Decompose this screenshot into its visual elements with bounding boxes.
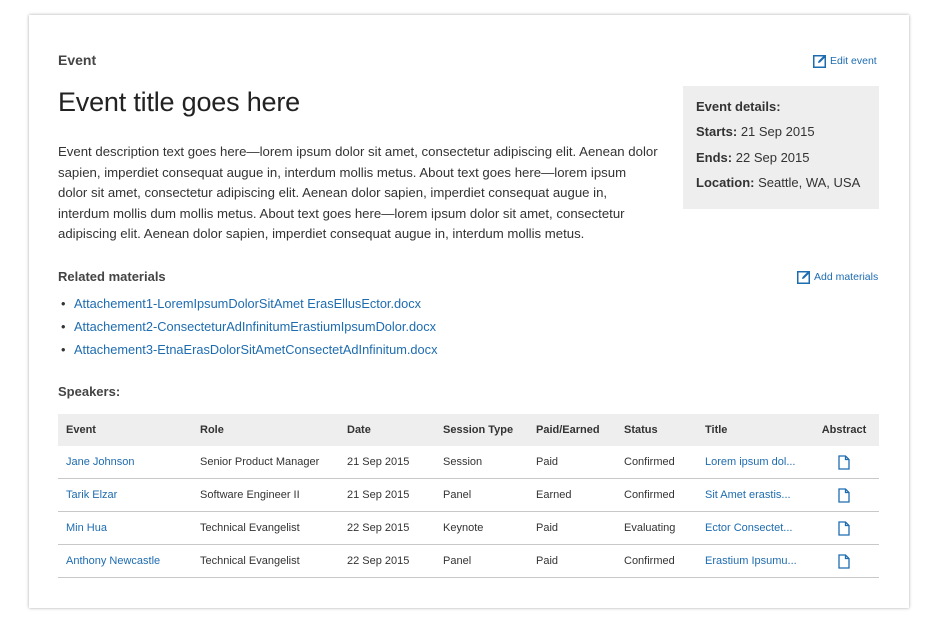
speakers-table <box>58 414 879 578</box>
speaker-session-type: Session <box>435 446 528 479</box>
speaker-title-link[interactable]: Sit Amet erastis... <box>697 479 809 512</box>
starts-label: Starts: <box>696 124 738 139</box>
abstract-cell <box>809 512 879 545</box>
speaker-role: Technical Evangelist <box>192 512 339 545</box>
document-icon[interactable] <box>838 488 850 503</box>
event-details-panel <box>683 86 879 209</box>
attachment-link-2[interactable]: Attachement2-ConsecteturAdInfinitumErastiumIpsumDolor.docx <box>74 319 437 334</box>
abstract-cell <box>809 479 879 512</box>
edit-event-button[interactable] <box>813 54 877 68</box>
related-materials-heading: Related materials <box>58 269 166 284</box>
location-label: Location: <box>696 175 755 190</box>
location-value: Seattle, WA, USA <box>758 175 861 190</box>
starts-row <box>696 124 815 139</box>
edit-icon <box>813 54 827 68</box>
speaker-session-type: Panel <box>435 545 528 578</box>
ends-value: 22 Sep 2015 <box>735 150 810 165</box>
event-description: Event description text goes here—lorem ipsum dolor sit amet, consectetur adipiscing elit. Aenean dolor sapien, imperdiet consequat augue in, interdum mollis metus. About text goes here—lorem ipsum dolor sit amet, consectetur adipiscing elit. Aenean dolor sapien, imperdiet consequat augue in, interdum mollis dum mollis metus. About text goes here—lorem ipsum dolor sit amet, consectetur adipiscing elit. Aenean dolor sapien, imperdiet consequat augue in, interdum mollis metus. <box>58 144 658 242</box>
attachment-link-3[interactable]: Attachement3-EtnaErasDolorSitAmetConsectetAdInfinitum.docx <box>74 342 438 357</box>
column-header-status[interactable]: Status <box>624 424 658 436</box>
ends-label: Ends: <box>696 150 733 165</box>
list-item <box>58 315 437 338</box>
list-item <box>58 338 437 361</box>
speaker-role: Software Engineer II <box>192 479 339 512</box>
event-card <box>29 15 909 608</box>
speaker-name-link[interactable]: Anthony Newcastle <box>58 545 192 578</box>
speaker-paid-earned: Earned <box>528 479 616 512</box>
materials-list <box>58 292 437 361</box>
speaker-name-link[interactable]: Min Hua <box>58 512 192 545</box>
speaker-session-type: Keynote <box>435 512 528 545</box>
document-icon[interactable] <box>838 554 850 569</box>
column-header-session-type[interactable]: Session Type <box>443 424 514 436</box>
speaker-session-type: Panel <box>435 479 528 512</box>
table-row <box>58 512 879 545</box>
speaker-name-link[interactable]: Tarik Elzar <box>58 479 192 512</box>
speaker-date: 22 Sep 2015 <box>339 545 435 578</box>
page-title: Event title goes here <box>58 87 300 117</box>
event-details-heading: Event details: <box>696 99 781 114</box>
bullet: • <box>61 342 66 357</box>
location-row <box>696 175 860 190</box>
speaker-date: 21 Sep 2015 <box>339 479 435 512</box>
speaker-date: 21 Sep 2015 <box>339 446 435 479</box>
column-header-role[interactable]: Role <box>200 424 224 436</box>
table-header-row <box>58 414 879 446</box>
column-header-title[interactable]: Title <box>705 424 728 436</box>
column-header-abstract[interactable]: Abstract <box>821 424 867 436</box>
bullet: • <box>61 296 66 311</box>
add-materials-label: Add materials <box>814 271 879 283</box>
attachment-link-1[interactable]: Attachement1-LoremIpsumDolorSitAmet ErasEllusEctor.docx <box>74 296 422 311</box>
speaker-paid-earned: Paid <box>528 512 616 545</box>
speaker-name-link[interactable]: Jane Johnson <box>58 446 192 479</box>
speaker-title-link[interactable]: Lorem ipsum dol... <box>697 446 809 479</box>
add-materials-button[interactable] <box>797 270 878 284</box>
abstract-cell <box>809 446 879 479</box>
speaker-date: 22 Sep 2015 <box>339 512 435 545</box>
column-header-paid-earned[interactable]: Paid/Earned <box>536 424 600 436</box>
speaker-paid-earned: Paid <box>528 446 616 479</box>
speaker-status: Confirmed <box>616 479 697 512</box>
section-label-event: Event <box>58 52 97 68</box>
abstract-cell <box>809 545 879 578</box>
bullet: • <box>61 319 66 334</box>
table-row <box>58 479 879 512</box>
list-item <box>58 292 437 315</box>
table-row <box>58 446 879 479</box>
speaker-role: Technical Evangelist <box>192 545 339 578</box>
speaker-title-link[interactable]: Ector Consectet... <box>697 512 809 545</box>
document-icon[interactable] <box>838 521 850 536</box>
column-header-event[interactable]: Event <box>66 424 96 436</box>
speaker-paid-earned: Paid <box>528 545 616 578</box>
edit-event-label: Edit event <box>830 55 877 67</box>
table-row <box>58 545 879 578</box>
ends-row <box>696 150 809 165</box>
speaker-role: Senior Product Manager <box>192 446 339 479</box>
speaker-status: Evaluating <box>616 512 697 545</box>
column-header-date[interactable]: Date <box>347 424 371 436</box>
document-icon[interactable] <box>838 455 850 470</box>
edit-icon <box>797 270 811 284</box>
speaker-status: Confirmed <box>616 446 697 479</box>
starts-value: 21 Sep 2015 <box>740 124 815 139</box>
speaker-title-link[interactable]: Erastium Ipsumu... <box>697 545 809 578</box>
speakers-heading: Speakers: <box>58 384 121 399</box>
speaker-status: Confirmed <box>616 545 697 578</box>
